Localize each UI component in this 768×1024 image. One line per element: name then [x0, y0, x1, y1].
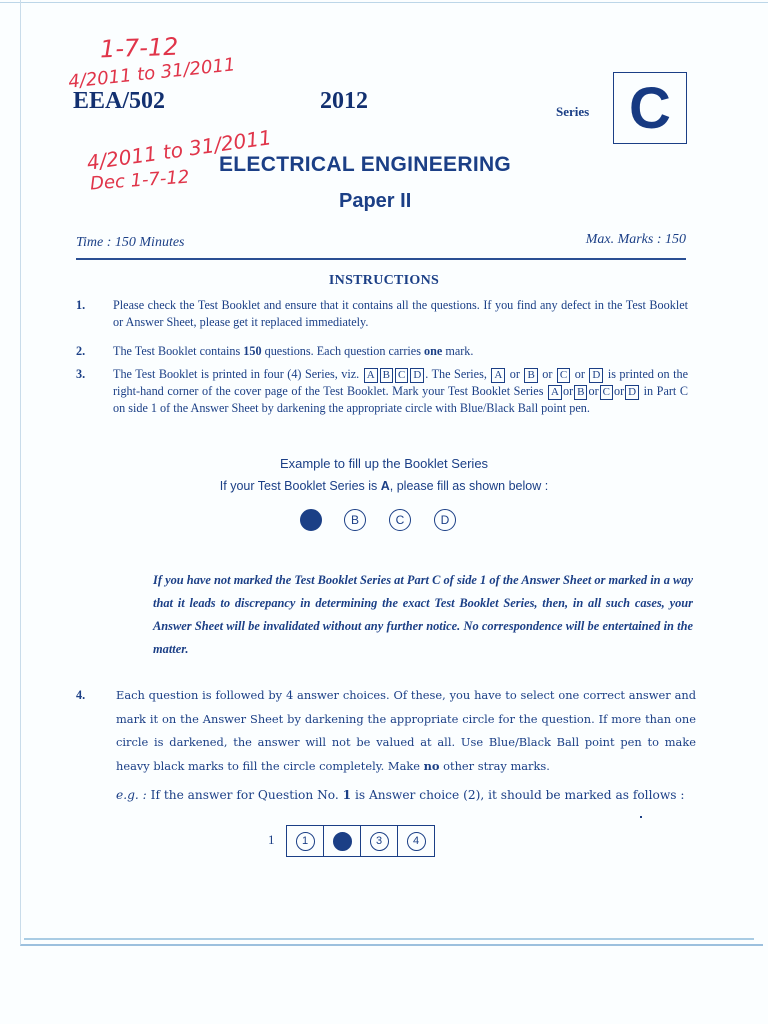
series-box-c: C: [395, 368, 408, 383]
paper-title: Paper II: [339, 190, 412, 212]
handwritten-period: 4/2011 to 31/2011: [85, 125, 274, 175]
series-box: [613, 72, 687, 144]
paper-code: EEA/502: [73, 88, 166, 114]
warning-paragraph: If you have not marked the Test Booklet Series at Part C of side 1 of the Answer Sheet or marked in a way that it leads to discrepancy in determining the exact Test Booklet Series, then, in all such cases, your Answer Sheet will be invalidated without any further notice. No correspondence will be entertained in the matter.: [153, 573, 693, 656]
bubble-c: C: [389, 509, 411, 531]
item-number: 1.: [76, 298, 86, 312]
example-subtitle: If your Test Booklet Series is A, please fill as shown below :: [219, 479, 549, 493]
answer-choice-1: 1: [296, 832, 315, 851]
handwritten-date: 1-7-12: [99, 32, 179, 64]
stray-mark: [640, 816, 642, 818]
item-number: 2.: [76, 344, 86, 358]
handwritten-period-top: 4/2011 to 31/2011: [67, 54, 237, 93]
instruction-item-4: [76, 684, 696, 778]
time-allowed: [76, 235, 185, 251]
example-answer-note: e.g. : If the answer for Question No. 1 is Answer choice (2), it should be marked as follows :: [116, 788, 685, 802]
instruction-item-1: [76, 297, 688, 331]
max-marks: [586, 232, 686, 248]
instructions-title: INSTRUCTIONS: [328, 273, 440, 288]
item-text: Each question is followed by 4 answer choices. Of these, you have to select one correct answer and mark it on the Answer Sheet by darkening the appropriate circle for the question. If more than one circle is darkened, the answer will not be valued at all. Use Blue/Black Ball point pen to make heavy black marks to fill the circle completely. Make no other stray marks.: [116, 688, 696, 773]
max-marks-text: Max. Marks : 150: [585, 232, 686, 247]
instruction-item-2: [76, 343, 688, 360]
handwritten-dec-date: Dec 1-7-12: [89, 166, 190, 195]
answer-question-number: 1: [268, 832, 275, 847]
answer-choice-2-filled: [333, 832, 352, 851]
series-box-b: B: [380, 368, 393, 383]
item-number: 3.: [76, 367, 86, 381]
answer-choice-box: [286, 825, 435, 857]
item-text: The Test Booklet contains 150 questions. Each question carries one mark.: [113, 344, 474, 358]
example-title: Example to fill up the Booklet Series: [279, 456, 489, 471]
subject-title: ELECTRICAL ENGINEERING: [219, 153, 512, 176]
series-box-d: D: [410, 368, 424, 383]
series-letter: C: [629, 75, 671, 141]
bubble-b: B: [344, 509, 366, 531]
bottom-rule: [24, 938, 754, 940]
instruction-item-3: [76, 366, 688, 417]
series-box-a: A: [364, 368, 378, 383]
item-text: Please check the Test Booklet and ensure that it contains all the questions. If you find any defect in the Test Booklet or Answer Sheet, please get it replaced immediately.: [113, 298, 688, 329]
series-bubbles: [300, 509, 460, 535]
answer-choice-3: 3: [370, 832, 389, 851]
answer-choice-4: 4: [407, 832, 426, 851]
paper-year: 2012: [320, 88, 368, 114]
header-rule: [76, 258, 686, 260]
item-number: 4.: [76, 688, 86, 702]
item-text: The Test Booklet is printed in four (4) Series, viz. A B C D . The Series, A or B or C or D is printed on the right-hand corner of the cover page of the Test Booklet. Mark your Test Booklet Series A or B or C or D in Part C on side 1 of the Answer Sheet by darkening the appropriate circle with Blue/Black Ball point pen.: [113, 367, 688, 415]
series-label: Series: [556, 104, 590, 119]
bubble-a-filled: [300, 509, 322, 531]
time-text: Time : 150 Minutes: [76, 235, 185, 250]
bubble-d: D: [434, 509, 456, 531]
